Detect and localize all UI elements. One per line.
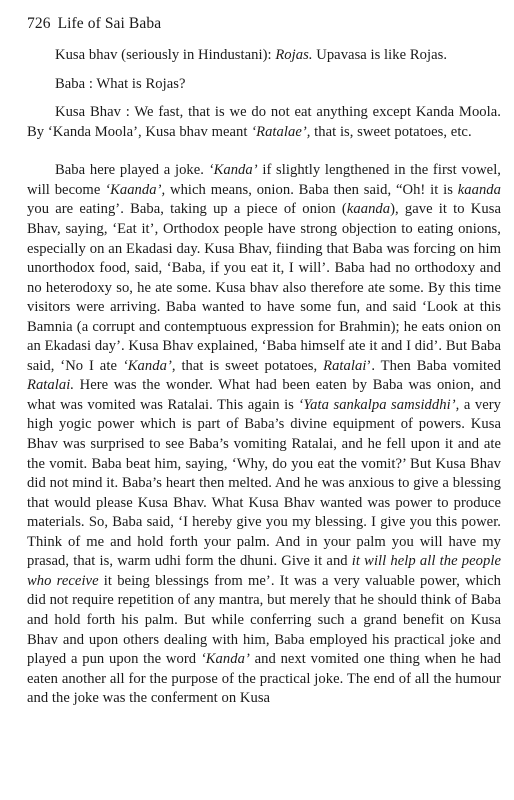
italic-run: it will help all the people who receive [27, 553, 501, 589]
paragraph-1 [27, 46, 501, 66]
text-run: it being blessings from me’. It was a very valuable power, which did not require repetition of any mantra, but merely that he should think of Baba and hold forth his palm. But while conferring such a grand benefit on Kusa Bhav and upon others dealing with him, Baba employed his practical joke and played a pun upon the word [27, 572, 501, 668]
running-title: Life of Sai Baba [57, 15, 162, 32]
paragraph-3 [27, 103, 501, 142]
text-run: you are eating’. Baba, taking up a piece of onion ( [27, 201, 347, 218]
text-run: Baba : What is Rojas? [55, 75, 186, 92]
text-run: which means, onion. Baba then said, “Oh! it is [165, 181, 458, 198]
italic-run: ‘Yata sankalpa samsiddhi’, [298, 396, 460, 413]
italic-run: ‘Kanda’ [200, 651, 250, 668]
italic-run: ‘Kanda’ [122, 357, 172, 374]
italic-run: kaanda [457, 181, 501, 198]
italic-run: ‘Kaanda’, [105, 181, 166, 198]
text-run: Kusa Bhav : We fast, that is we do not eat anything except Kanda Moola. By ‘Kanda Moola’, Kusa bhav meant [27, 104, 501, 140]
paragraph-4 [27, 161, 501, 708]
italic-run: Ratalai [323, 357, 367, 374]
text-run: Here was the wonder. What had been eaten by Baba was onion, and what was vomited was Ratalai. This again is [27, 377, 501, 413]
body-text [27, 46, 501, 709]
text-run: Kusa bhav (seriously in Hindustani): [55, 47, 276, 63]
text-run: Upavasa is like Rojas. [312, 47, 448, 63]
italic-run: ‘Kanda’ [208, 162, 258, 179]
text-run: Baba here played a joke. [55, 162, 209, 179]
text-run: ), gave it to Kusa Bhav, saying, ‘Eat it’, Orthodox people have strong objection to eating onions, especially on an Ekadasi day. Kusa Bhav, fiinding that Baba was forcing on him unorthodox food, said, ‘Baba, if you eat it, I will’. Baba had no orthodoxy and no heterodoxy so, he ate some. Kusa bhav also therefore ate some. By this time visitors were arriving. Baba wanted to have some fun, and said ‘Look at this Bamnia (a corrupt and contemptuous expression for Brahmin); he eats onion on an Ekadasi day’. Kusa Bhav explained, ‘Baba himself ate it and I did’. But Baba said, ‘No I ate [27, 201, 501, 374]
italic-run: Rojas. [275, 47, 313, 63]
text-run: ’. Then Baba vomited [366, 357, 501, 374]
italic-run: ‘Ratalae’, [251, 123, 311, 140]
paragraph-2 [27, 75, 501, 95]
text-run: and next vomited one thing when he had eaten another all for the purpose of the practical joke. The end of all the humour and the joke was the conferment on Kusa [27, 651, 501, 707]
text-run: a very high yogic power which is part of Baba’s divine equipment of powers. Kusa Bhav was surprised to see Baba’s vomiting Ratalai, and he fell upon it and ate the vomit. Baba beat him, saying, ‘Why, do you eat the vomit?’ But Kusa Bhav did not mind it. Baba’s heart then melted. And he was anxious to give a blessing that would please Kusa Bhav. What Kusa Bhav wanted was power to produce materials. So, Baba said, ‘I hereby give you my blessing. I give you this power. Think of me and hold forth your palm. And in your palm you will have my prasad, that is, warm udhi form the dhuni. Give it and [27, 396, 501, 570]
book-page [27, 14, 501, 709]
italic-run: Ratalai. [27, 377, 75, 394]
text-run: , that is sweet potatoes, [171, 357, 324, 374]
page-number: 726 [27, 15, 51, 32]
italic-run: kaanda [346, 201, 391, 218]
running-head [27, 14, 501, 34]
text-run: if slightly lengthened in the first vowel, will become [27, 162, 501, 198]
text-run: that is, sweet potatoes, etc. [310, 123, 472, 140]
